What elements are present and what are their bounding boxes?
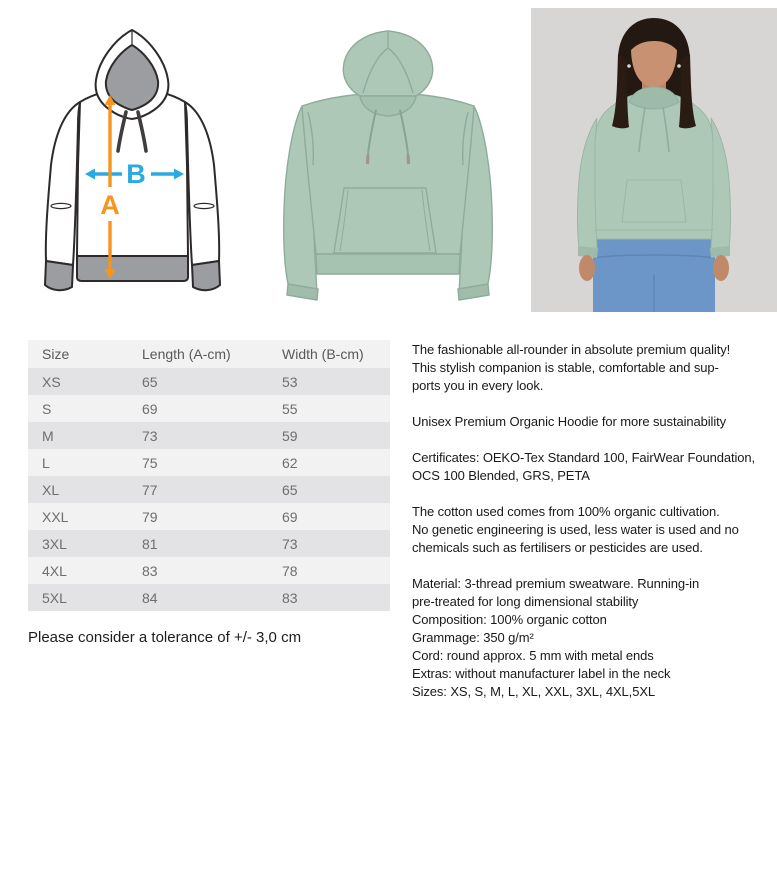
- description-line: Grammage: 350 g/m²: [412, 630, 534, 645]
- measurement-diagram: [30, 25, 235, 295]
- sketch-hem-band: [77, 256, 188, 281]
- table-row: [28, 584, 390, 611]
- description-line: Sizes: XS, S, M, L, XL, XXL, 3XL, 4XL,5XL: [412, 684, 656, 699]
- size-cell: XXL: [42, 508, 69, 525]
- measure-a-label: A: [100, 190, 120, 220]
- size-table: [28, 340, 390, 611]
- description-paragraph: [412, 575, 777, 701]
- hoodie-sketch-image: [30, 25, 235, 295]
- width-cell: 55: [282, 400, 298, 417]
- table-row: [28, 368, 390, 395]
- table-row: [28, 449, 390, 476]
- description-paragraph: [412, 503, 777, 557]
- sketch-left-cuff: [45, 261, 73, 290]
- model-photo: [531, 8, 777, 312]
- table-row: [28, 395, 390, 422]
- description-line: chemicals such as fertilisers or pesticides are used.: [412, 540, 703, 555]
- size-cell: XL: [42, 481, 60, 498]
- length-cell: 83: [142, 562, 158, 579]
- description-line: Cord: round approx. 5 mm with metal ends: [412, 648, 654, 663]
- description-paragraph: [412, 413, 777, 431]
- description-line: The cotton used comes from 100% organic cultivation.: [412, 504, 720, 519]
- size-table-header: [28, 340, 390, 368]
- model-earring-right: [677, 64, 681, 68]
- product-photo: [268, 20, 508, 302]
- size-cell: M: [42, 427, 54, 444]
- measure-b-label: B: [126, 159, 146, 189]
- table-row: [28, 557, 390, 584]
- description-paragraph: [412, 341, 777, 395]
- length-cell: 69: [142, 400, 158, 417]
- product-description: [412, 341, 777, 719]
- size-cell: S: [42, 400, 52, 417]
- width-cell: 59: [282, 427, 298, 444]
- model-image: [531, 8, 777, 312]
- description-line: No genetic engineering is used, less water is used and no: [412, 522, 739, 537]
- width-cell: 62: [282, 454, 298, 471]
- description-paragraph: [412, 449, 777, 485]
- model-hoodie-torso: [592, 92, 717, 239]
- product-pocket: [334, 188, 436, 253]
- description-line: Unisex Premium Organic Hoodie for more sustainability: [412, 414, 727, 429]
- width-cell: 73: [282, 535, 298, 552]
- description-line: Certificates: OEKO-Tex Standard 100, FairWear Foundation,: [412, 450, 756, 465]
- description-line: ports you in every look.: [412, 378, 544, 393]
- size-cell: 5XL: [42, 589, 67, 606]
- table-row: [28, 530, 390, 557]
- sketch-right-cuff: [192, 261, 220, 290]
- width-cell: 83: [282, 589, 298, 606]
- table-row: [28, 422, 390, 449]
- size-cell: XS: [42, 373, 61, 390]
- description-line: Material: 3-thread premium sweatware. Running-in: [412, 576, 700, 591]
- product-hem-band: [316, 254, 460, 274]
- description-line: Extras: without manufacturer label in the neck: [412, 666, 671, 681]
- length-cell: 81: [142, 535, 158, 552]
- length-cell: 77: [142, 481, 158, 498]
- column-header-size: Size: [42, 346, 70, 362]
- size-cell: 3XL: [42, 535, 67, 552]
- length-cell: 73: [142, 427, 158, 444]
- column-header-length: Length (A-cm): [142, 346, 231, 362]
- tolerance-note: Please consider a tolerance of +/- 3,0 cm: [28, 629, 302, 646]
- description-line: OCS 100 Blended, GRS, PETA: [412, 468, 590, 483]
- size-cell: L: [42, 454, 50, 471]
- width-cell: 65: [282, 481, 298, 498]
- description-line: Composition: 100% organic cotton: [412, 612, 607, 627]
- description-line: This stylish companion is stable, comfortable and sup-: [412, 360, 719, 375]
- model-left-hand: [579, 255, 595, 281]
- width-cell: 78: [282, 562, 298, 579]
- length-cell: 79: [142, 508, 158, 525]
- length-cell: 75: [142, 454, 158, 471]
- table-row: [28, 476, 390, 503]
- model-right-hand: [713, 255, 729, 281]
- size-cell: 4XL: [42, 562, 67, 579]
- model-earring-left: [627, 64, 631, 68]
- hoodie-product-image: [268, 20, 508, 302]
- description-line: The fashionable all-rounder in absolute premium quality!: [412, 342, 731, 357]
- description-line: pre-treated for long dimensional stability: [412, 594, 639, 609]
- length-cell: 65: [142, 373, 158, 390]
- column-header-width: Width (B-cm): [282, 346, 364, 362]
- width-cell: 53: [282, 373, 298, 390]
- sketch-right-sleeve: [185, 102, 219, 265]
- width-cell: 69: [282, 508, 298, 525]
- table-row: [28, 503, 390, 530]
- sketch-left-sleeve: [46, 102, 80, 265]
- length-cell: 84: [142, 589, 158, 606]
